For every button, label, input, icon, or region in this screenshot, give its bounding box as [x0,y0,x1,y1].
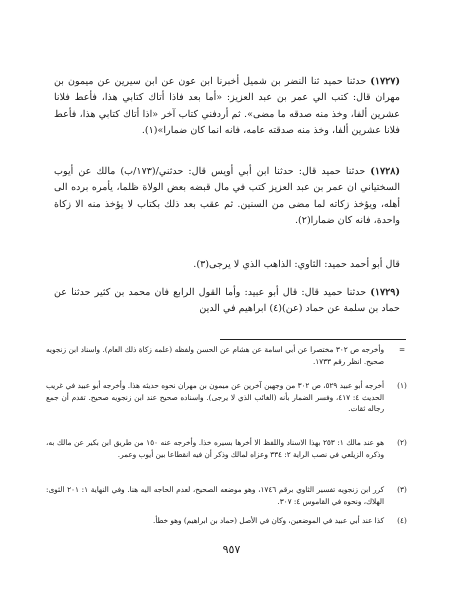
hadith-1727 [54,74,400,140]
page-number: ٩٥٧ [222,543,241,556]
footnote-text: أخرجه أبو عبيد ٥٢٩، ص ٣٠٢ من وجهين آخرين عن ميمون بن مهران نحوه حديثه هذا. وأخرجه أبو عبيد في غريب الحديث ٤: ٤١٧، وفسر الضمار بأنه (الغائب الذي لا يرجى). واسناده صحيح عند ابن زنجويه صحيح. تقدم أن جمع رجاله ثقات. [46,381,384,414]
footnote-2 [46,437,408,460]
footnote-mark: = [398,345,406,354]
hadith-number: (١٧٢٩) [370,287,400,298]
footnote-text: كذا عند أبي عبيد في الموضعين، وكان في الأصل (حماد بن ابراهيم) وهو خطأ. [153,516,384,525]
hadith-number: (١٧٢٨) [370,166,400,177]
footnote-1 [46,380,408,415]
footnote-4 [46,515,408,527]
footnote-mark: (٣) [397,485,407,494]
footnote-mark: (٢) [397,438,407,447]
footnote-text: وأخرجه ص ٣٠٢ مختصرا عن أبي اسامة عن هشام عن الحسن ولفظه (علمه زكاة ذلك العام). واسناد ابن زنجويه صحيح. انظر رقم ١٧٣٣. [46,345,384,366]
footnote-mark: (٤) [397,516,407,525]
footnote-divider [220,339,406,340]
hadith-number: (١٧٢٧) [370,76,400,87]
hadith-text: حدثنا حميد ثنا النضر بن شميل أخبرنا ابن عون عن ابن سيرين عن ميمون بن مهران قال: كتب الي عمر بن عبد العزيز: «أما بعد فاذا أتاك كتابي هذا، فأعط فلانا عشرين ألفا، وخذ منه صدقه ما مضى». ثم أردفني كتاب آخر «اذا أتاك كتابي هذا، فأعط فلانا عشرين ألفا، وخذ منه صدقته عامه، فانه انما كان ضمارا»(١). [54,76,400,137]
hadith-1729 [54,285,400,318]
footnote-mark: (١) [397,381,407,390]
footnote-text: كرر ابن زنجويه تفسير الثاوي برقم ١٧٤٦، وهو موضعه الصحيح، لعدم الحاجه اليه هنا. وفي النهاية ١: ٢٠١ الثوى: الهلاك، ونحوه في القاموس ٤: ٣٠٧. [46,485,384,506]
gloss-text: قال أبو أحمد حميد: الثاوي: الذاهب الذي لا يرجى(٣). [193,259,400,270]
hadith-text: حدثنا حميد قال: قال أبو عبيد: وأما القول الرابع فان محمد بن كثير حدثنا عن حماد بن سلمة عن حماد (عن)(٤) ابراهيم في الدين [54,287,400,315]
gloss-note [54,257,400,273]
footnote-3 [46,484,408,507]
footnote-text: هو عند مالك ١: ٢٥٣ بهذا الاسناد واللفظ الا أخرها بسيره خذا. وأخرجه عنه ١٥٠ من طريق ابن بكير عن مالك به، وذكره الزيلعي في نصب الراية ٢: ٣٣٤ وعزاه لمالك وذكر أن فيه انقطاعا بين أيوب وعمر. [46,438,385,459]
hadith-1728 [54,164,400,230]
hadith-text: حدثنا حميد قال: حدثنا ابن أبي أويس قال: حدثني/(١٧٣/ب) مالك عن أيوب السختياني ان عمر بن عبد العزيز كتب في مال قبضه بعض الولاة ظلما، يأمره برده الى أهله، ويؤخذ زكاته لما مضى من السنين. ثم عقب بعد ذلك بكتاب لا يؤخذ منه الا زكاة واحدة، فانه كان ضمارا(٢). [54,166,400,227]
footnote-continued [46,344,408,367]
